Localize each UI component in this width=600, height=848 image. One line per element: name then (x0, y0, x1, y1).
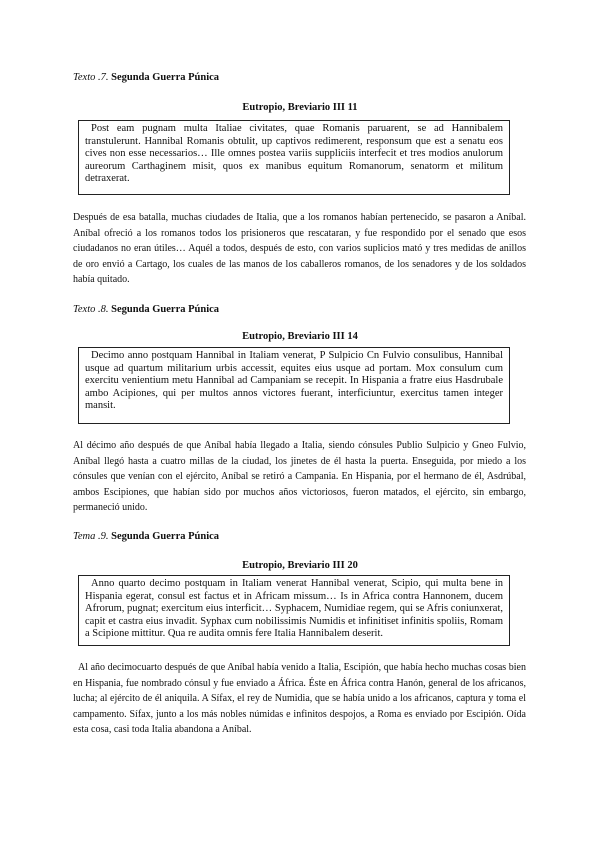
section-heading-8 (73, 304, 219, 315)
latin-text-box: Anno quarto decimo postquam in Italiam venerat Hannibal venerat, Scipio, qui multa bene in Hispania egerat, consul est factus et in Africam missum… Is in Africa contra Hannonem, ducem Afrorum, pugnat; exercitum eius interficit… Syphacem, Numidiae regem, qui se Afris coniunxerat, capit et castra eius invadit. Syphax cum nobilissimis Numidis et infinitiset infinitis spoliis, Romam a Scipione mittitur. Qua re audita omnis fere Italia Hannibalem deserit. (78, 575, 510, 646)
translation-paragraph: Al año decimocuarto después de que Aníbal había venido a Italia, Escipión, que había hecho muchas cosas bien en Hispania, fue nombrado cónsul y fue enviado a África. Éste en África contra Hanón, general de los africanos, lucha; al ejército de él aniquila. A Sífax, el rey de Numidia, que se había unido a los africanos, captura y toma el campamento. Sífax, junto a los más nobles númidas e infinitos despojos, a Roma es enviado por Escipión. Oída esta cosa, casi toda Italia abandona a Aníbal. (73, 662, 526, 736)
source-citation: Eutropio, Breviario III 20 (242, 560, 358, 571)
source-citation: Eutropio, Breviario III 14 (242, 331, 358, 342)
section-title: Segunda Guerra Púnica (111, 72, 220, 83)
section-title: Segunda Guerra Púnica (111, 304, 220, 315)
latin-text-box: Decimo anno postquam Hannibal in Italiam venerat, P Sulpicio Cn Fulvio consulibus, Hannibal usque ad quartum militarium urbis accessit, equites eius usque ad portam. Mox consulum cum exercitu venientium metu Hannibal ad Campaniam se recepit. In Hispania a fratre eius Hasdrubale ambo Acipiones, qui per multos annos victores fuerant, interficiuntur, exercitus tamen integer mansit. (78, 347, 510, 424)
section-heading-7 (73, 72, 219, 83)
section-label: Tema .9. (73, 531, 109, 542)
section-title: Segunda Guerra Púnica (111, 531, 220, 542)
section-label: Texto .8. (73, 304, 109, 315)
section-label: Texto .7. (73, 72, 109, 83)
translation-paragraph: Al décimo año después de que Aníbal había llegado a Italia, siendo cónsules Publio Sulpicio y Gneo Fulvio, Aníbal llegó hasta a cuatro millas de la ciudad, los jinetes de él hasta la puerta. Enseguida, por miedo a los cónsules que venían con el ejército, Aníbal se retiró a Campania. En Hispania, por el hermano de él, Asdrúbal, ambos Escipiones, que habían sido por muchos años victoriosos, fueron matados, el ejército, sin embargo, permaneció unido. (73, 440, 526, 514)
latin-text-box: Post eam pugnam multa Italiae civitates, quae Romanis paruarent, se ad Hannibalem transtulerunt. Hannibal Romanis obtulit, up captivos redimerent, responsum que est a senatu eos cives non esse necessarios… Ille omnes postea variis suppliciis interfecit et tres modios anulorum aureorum Carthaginem misit, quos ex manibus equitum Romanorum, senatorm et militum detraxerat. (78, 120, 510, 195)
section-heading-9 (73, 531, 219, 542)
source-citation: Eutropio, Breviario III 11 (242, 102, 358, 113)
translation-paragraph: Después de esa batalla, muchas ciudades de Italia, que a los romanos habían pertenecido, se pasaron a Aníbal. Aníbal ofreció a los romanos todos los prisioneros que rescataran, y fue respondido por el senado que esos ciudadanos no eran útiles… Aquél a todos, después de esto, con varios suplicios mató y tres medidas de anillos de oro envió a Cartago, los cuales de las manos de los caballeros romanos, de los senadores y de los soldados había quitado. (73, 212, 526, 286)
